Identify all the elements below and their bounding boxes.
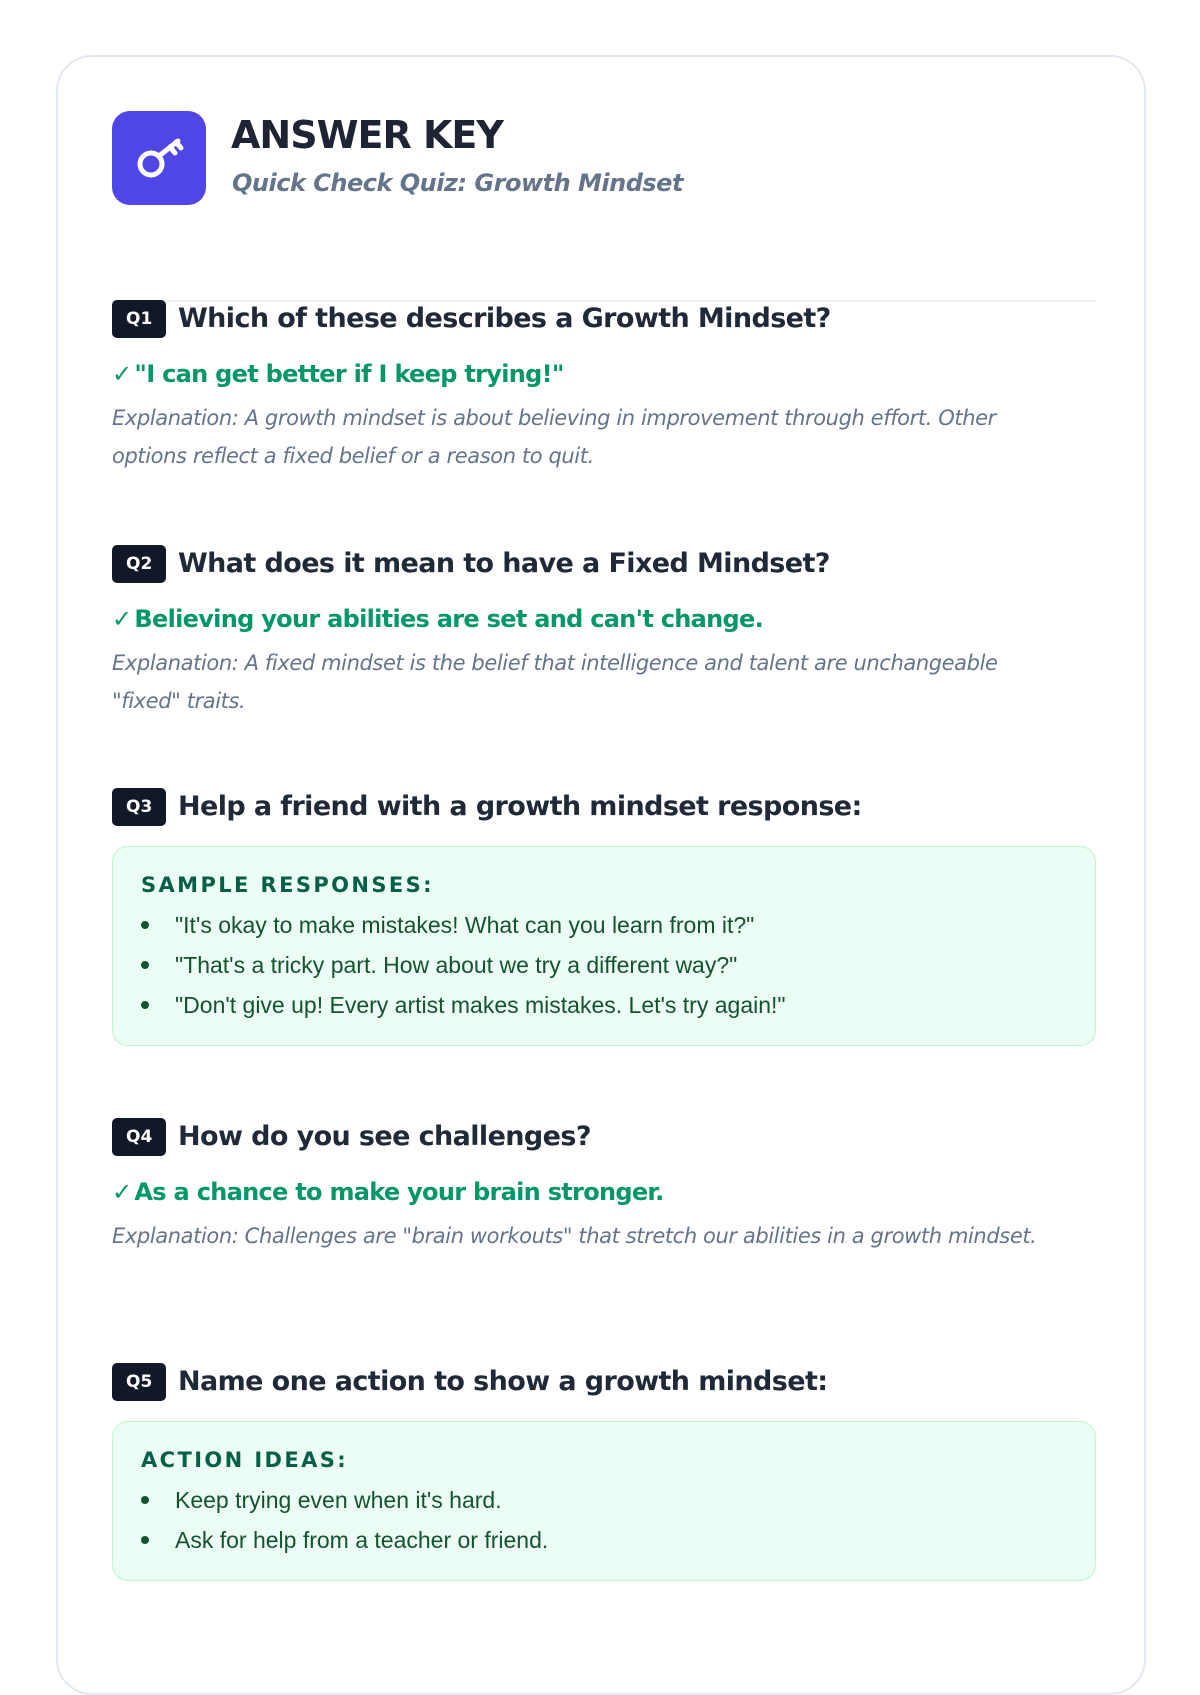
- list-item-text: Keep trying even when it's hard.: [175, 1487, 502, 1513]
- answer-text: Believing your abilities are set and can't change.: [134, 605, 764, 633]
- question-number-badge: Q5: [112, 1363, 166, 1401]
- checkmark-icon: ✓: [112, 360, 132, 388]
- answer-text: "I can get better if I keep trying!": [134, 360, 564, 388]
- action-ideas-title: ACTION IDEAS:: [141, 1448, 349, 1472]
- list-item-text: "That's a tricky part. How about we try a different way?": [175, 952, 738, 978]
- page-title: ANSWER KEY: [231, 113, 503, 157]
- checkmark-icon: ✓: [112, 1178, 132, 1206]
- question-text: Which of these describes a Growth Mindset?: [178, 303, 831, 334]
- question-text: What does it mean to have a Fixed Mindset?: [178, 548, 830, 579]
- sample-responses-title: SAMPLE RESPONSES:: [141, 873, 434, 897]
- correct-answer: [112, 357, 1096, 391]
- bullet-icon: [141, 961, 149, 969]
- list-item-text: "Don't give up! Every artist makes mistakes. Let's try again!": [175, 992, 786, 1018]
- bullet-icon: [141, 921, 149, 929]
- question-4: [112, 1118, 1096, 1255]
- action-ideas-box: [112, 1421, 1096, 1581]
- question-3: [112, 788, 1096, 1046]
- list-item-text: "It's okay to make mistakes! What can you learn from it?": [175, 912, 755, 938]
- header: [112, 111, 1096, 297]
- list-item: [141, 1520, 1067, 1560]
- list-item-text: Ask for help from a teacher or friend.: [175, 1527, 549, 1553]
- question-number-badge: Q2: [112, 545, 166, 583]
- question-header: [112, 1118, 1096, 1158]
- bullet-icon: [141, 1536, 149, 1544]
- checkmark-icon: ✓: [112, 605, 132, 633]
- question-text: How do you see challenges?: [178, 1121, 591, 1152]
- question-5: [112, 1363, 1096, 1581]
- explanation: Explanation: A fixed mindset is the belief that intelligence and talent are unchangeable "fixed" traits.: [112, 651, 998, 713]
- question-header: [112, 788, 1096, 828]
- question-number-badge: Q4: [112, 1118, 166, 1156]
- logo-badge: [112, 111, 206, 205]
- explanation: Explanation: A growth mindset is about believing in improvement through effort. Other options reflect a fixed belief or a reason to quit.: [112, 406, 996, 468]
- sample-responses-list: [141, 905, 1067, 1025]
- question-2: [112, 545, 1096, 720]
- question-text: Name one action to show a growth mindset:: [178, 1366, 828, 1397]
- question-header: [112, 300, 1096, 340]
- page-subtitle: Quick Check Quiz: Growth Mindset: [232, 169, 683, 197]
- question-text: Help a friend with a growth mindset response:: [178, 791, 862, 822]
- list-item: [141, 1480, 1067, 1520]
- sample-responses-box: [112, 846, 1096, 1046]
- bullet-icon: [141, 1496, 149, 1504]
- bullet-icon: [141, 1001, 149, 1009]
- answer-key-card: [56, 55, 1146, 1695]
- action-ideas-list: [141, 1480, 1067, 1560]
- list-item: [141, 905, 1067, 945]
- question-header: [112, 1363, 1096, 1403]
- question-header: [112, 545, 1096, 585]
- question-number-badge: Q3: [112, 788, 166, 826]
- answer-text: As a chance to make your brain stronger.: [134, 1178, 664, 1206]
- list-item: [141, 985, 1067, 1025]
- question-number-badge: Q1: [112, 300, 166, 338]
- question-1: [112, 300, 1096, 475]
- correct-answer: [112, 1175, 1096, 1209]
- key-icon: [112, 111, 206, 205]
- explanation: Explanation: Challenges are "brain workouts" that stretch our abilities in a growth mindset.: [112, 1224, 1037, 1248]
- correct-answer: [112, 602, 1096, 636]
- list-item: [141, 945, 1067, 985]
